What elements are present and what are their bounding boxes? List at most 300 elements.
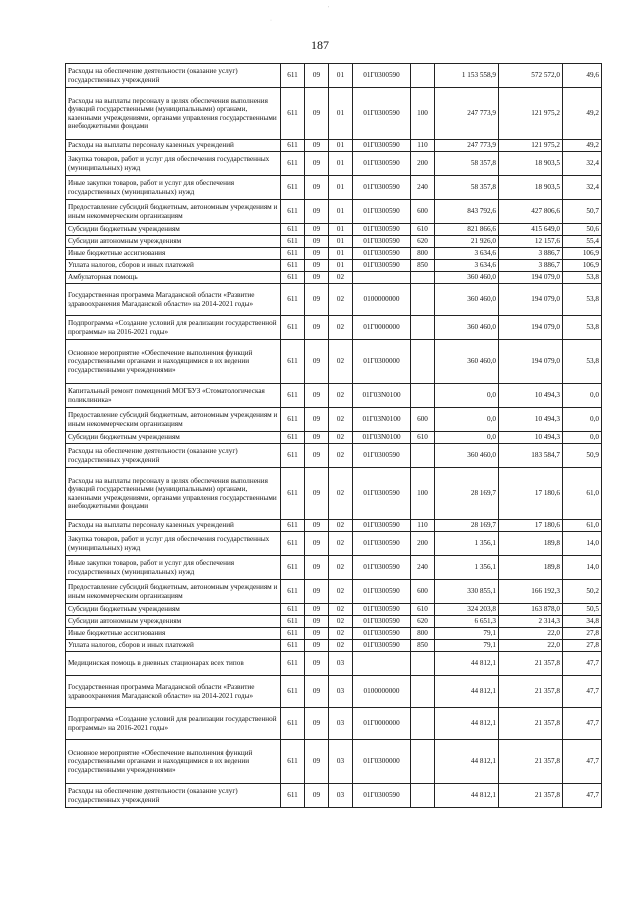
table-row: [66, 580, 602, 604]
row-percent: 47,7: [563, 740, 602, 784]
row-code: 611: [281, 708, 305, 740]
row-expense-type: [411, 284, 435, 316]
table-row: [66, 676, 602, 708]
row-actual-amount: 121 975,2: [499, 88, 563, 140]
row-subsection: 03: [329, 652, 353, 676]
row-actual-amount: 3 886,7: [499, 260, 563, 272]
row-name: Государственная программа Магаданской области «Развитие здравоохранения Магаданской области» на 2014-2021 годы»: [66, 284, 281, 316]
table-row: [66, 652, 602, 676]
row-planned-amount: 360 460,0: [435, 316, 499, 340]
row-actual-amount: 166 192,3: [499, 580, 563, 604]
row-article: 01Г0300590: [353, 580, 411, 604]
row-section: 09: [305, 616, 329, 628]
row-percent: 32,4: [563, 176, 602, 200]
row-name: Расходы на обеспечение деятельности (оказание услуг) государственных учреждений: [66, 784, 281, 808]
row-planned-amount: 1 153 558,9: [435, 64, 499, 88]
table-row: [66, 740, 602, 784]
row-actual-amount: 189,8: [499, 532, 563, 556]
row-section: 09: [305, 236, 329, 248]
row-article: 01Г0300590: [353, 532, 411, 556]
row-percent: 49,2: [563, 88, 602, 140]
row-actual-amount: 22,0: [499, 640, 563, 652]
row-name: Субсидии бюджетным учреждениям: [66, 432, 281, 444]
row-code: 611: [281, 468, 305, 520]
row-subsection: 02: [329, 444, 353, 468]
row-article: 01Г0300590: [353, 200, 411, 224]
row-name: Закупка товаров, работ и услуг для обеспечения государственных (муниципальных) нужд: [66, 152, 281, 176]
budget-table-body: [66, 64, 602, 808]
row-code: 611: [281, 284, 305, 316]
table-row: [66, 284, 602, 316]
row-actual-amount: 427 806,6: [499, 200, 563, 224]
table-row: [66, 88, 602, 140]
row-section: 09: [305, 224, 329, 236]
row-actual-amount: 194 079,0: [499, 316, 563, 340]
row-section: 09: [305, 628, 329, 640]
row-name: Основное мероприятие «Обеспечение выполнения функций государственными органами и находящимися в их ведении государственными учреждениями»: [66, 740, 281, 784]
row-code: 611: [281, 652, 305, 676]
row-expense-type: 850: [411, 260, 435, 272]
row-article: 01Г0300590: [353, 236, 411, 248]
row-planned-amount: 58 357,8: [435, 176, 499, 200]
row-planned-amount: 1 356,1: [435, 556, 499, 580]
row-subsection: 02: [329, 272, 353, 284]
row-code: 611: [281, 260, 305, 272]
row-percent: 47,7: [563, 676, 602, 708]
row-name: Уплата налогов, сборов и иных платежей: [66, 640, 281, 652]
row-expense-type: 600: [411, 408, 435, 432]
row-article: 01Г0300590: [353, 556, 411, 580]
row-planned-amount: 1 356,1: [435, 532, 499, 556]
row-percent: 53,8: [563, 316, 602, 340]
row-name: Расходы на выплаты персоналу казенных учреждений: [66, 140, 281, 152]
row-name: Закупка товаров, работ и услуг для обеспечения государственных (муниципальных) нужд: [66, 532, 281, 556]
row-name: Расходы на обеспечение деятельности (оказание услуг) государственных учреждений: [66, 444, 281, 468]
row-percent: 34,8: [563, 616, 602, 628]
row-code: 611: [281, 432, 305, 444]
row-code: 611: [281, 580, 305, 604]
row-name: Капитальный ремонт помещений МОГБУЗ «Стоматологическая поликлиника»: [66, 384, 281, 408]
row-article: [353, 272, 411, 284]
row-percent: 32,4: [563, 152, 602, 176]
row-name: Государственная программа Магаданской области «Развитие здравоохранения Магаданской области» на 2014-2021 годы»: [66, 676, 281, 708]
row-planned-amount: 0,0: [435, 408, 499, 432]
row-article: 01Г0300590: [353, 468, 411, 520]
row-section: 09: [305, 284, 329, 316]
row-actual-amount: 10 494,3: [499, 384, 563, 408]
row-planned-amount: 44 812,1: [435, 708, 499, 740]
row-planned-amount: 843 792,6: [435, 200, 499, 224]
row-article: 0100000000: [353, 676, 411, 708]
row-subsection: 02: [329, 604, 353, 616]
row-expense-type: [411, 784, 435, 808]
row-planned-amount: 360 460,0: [435, 272, 499, 284]
row-code: 611: [281, 616, 305, 628]
row-article: 01Г0300000: [353, 740, 411, 784]
table-row: [66, 64, 602, 88]
row-actual-amount: 121 975,2: [499, 140, 563, 152]
row-article: 01Г0300590: [353, 140, 411, 152]
row-name: Предоставление субсидий бюджетным, автономным учреждениям и иным некоммерческим организациям: [66, 200, 281, 224]
row-subsection: 02: [329, 616, 353, 628]
row-section: 09: [305, 200, 329, 224]
row-expense-type: 620: [411, 236, 435, 248]
row-name: Амбулаторная помощь: [66, 272, 281, 284]
row-expense-type: [411, 708, 435, 740]
row-name: Подпрограмма «Создание условий для реализации государственной программы» на 2016-2021 годы»: [66, 316, 281, 340]
row-expense-type: 800: [411, 628, 435, 640]
row-actual-amount: 21 357,8: [499, 708, 563, 740]
row-article: 01Г0300590: [353, 248, 411, 260]
row-percent: 47,7: [563, 652, 602, 676]
table-row: [66, 272, 602, 284]
row-code: 611: [281, 224, 305, 236]
row-article: 01Г0300590: [353, 64, 411, 88]
row-section: 09: [305, 532, 329, 556]
row-subsection: 02: [329, 340, 353, 384]
row-article: [353, 652, 411, 676]
row-code: 611: [281, 532, 305, 556]
table-row: [66, 224, 602, 236]
row-subsection: 01: [329, 236, 353, 248]
row-name: Субсидии автономным учреждениям: [66, 616, 281, 628]
row-planned-amount: 58 357,8: [435, 152, 499, 176]
row-percent: 106,9: [563, 248, 602, 260]
row-percent: 14,0: [563, 556, 602, 580]
row-percent: 106,9: [563, 260, 602, 272]
row-subsection: 03: [329, 740, 353, 784]
row-section: 09: [305, 580, 329, 604]
row-planned-amount: 44 812,1: [435, 676, 499, 708]
row-article: 01Г0300000: [353, 340, 411, 384]
table-row: [66, 432, 602, 444]
row-name: Расходы на обеспечение деятельности (оказание услуг) государственных учреждений: [66, 64, 281, 88]
row-expense-type: [411, 676, 435, 708]
row-name: Иные бюджетные ассигнования: [66, 628, 281, 640]
scan-speck: ·: [270, 18, 272, 24]
row-actual-amount: 183 584,7: [499, 444, 563, 468]
row-percent: 0,0: [563, 384, 602, 408]
row-name: Иные закупки товаров, работ и услуг для обеспечения государственных (муниципальных) нужд: [66, 556, 281, 580]
row-section: 09: [305, 640, 329, 652]
table-row: [66, 316, 602, 340]
row-name: Иные бюджетные ассигнования: [66, 248, 281, 260]
row-subsection: 01: [329, 152, 353, 176]
row-section: 09: [305, 248, 329, 260]
row-section: 09: [305, 556, 329, 580]
row-actual-amount: 2 314,3: [499, 616, 563, 628]
row-expense-type: [411, 316, 435, 340]
row-planned-amount: 28 169,7: [435, 520, 499, 532]
row-planned-amount: 247 773,9: [435, 88, 499, 140]
table-row: [66, 140, 602, 152]
row-section: 09: [305, 316, 329, 340]
row-name: Субсидии автономным учреждениям: [66, 236, 281, 248]
row-code: 611: [281, 152, 305, 176]
row-percent: 61,0: [563, 520, 602, 532]
row-code: 611: [281, 556, 305, 580]
row-planned-amount: 360 460,0: [435, 340, 499, 384]
row-code: 611: [281, 384, 305, 408]
row-subsection: 01: [329, 224, 353, 236]
table-row: [66, 708, 602, 740]
row-percent: 50,9: [563, 444, 602, 468]
row-planned-amount: 0,0: [435, 384, 499, 408]
row-article: 01Г0300590: [353, 604, 411, 616]
row-actual-amount: 10 494,3: [499, 408, 563, 432]
row-subsection: 03: [329, 784, 353, 808]
row-expense-type: 610: [411, 432, 435, 444]
row-name: Расходы на выплаты персоналу в целях обеспечения выполнения функций государственными (муниципальными) органами, казенными учреждениями, органами управления государственными внебюджетными фондами: [66, 88, 281, 140]
row-planned-amount: 28 169,7: [435, 468, 499, 520]
table-row: [66, 532, 602, 556]
row-subsection: 03: [329, 676, 353, 708]
row-section: 09: [305, 784, 329, 808]
row-expense-type: 600: [411, 580, 435, 604]
row-planned-amount: 44 812,1: [435, 784, 499, 808]
row-actual-amount: 163 878,0: [499, 604, 563, 616]
row-expense-type: 110: [411, 140, 435, 152]
row-expense-type: 800: [411, 248, 435, 260]
row-article: 01Г0300590: [353, 224, 411, 236]
row-actual-amount: 21 357,8: [499, 740, 563, 784]
row-actual-amount: 194 079,0: [499, 272, 563, 284]
row-name: Расходы на выплаты персоналу в целях обеспечения выполнения функций государственными (муниципальными) органами, казенными учреждениями, органами управления государственными внебюджетными фондами: [66, 468, 281, 520]
row-article: 01Г0000000: [353, 708, 411, 740]
row-actual-amount: 572 572,0: [499, 64, 563, 88]
row-percent: 55,4: [563, 236, 602, 248]
row-actual-amount: 12 157,6: [499, 236, 563, 248]
row-subsection: 01: [329, 248, 353, 260]
row-section: 09: [305, 468, 329, 520]
row-percent: 0,0: [563, 408, 602, 432]
row-expense-type: 610: [411, 224, 435, 236]
row-expense-type: 240: [411, 556, 435, 580]
row-actual-amount: 21 357,8: [499, 676, 563, 708]
row-planned-amount: 821 866,6: [435, 224, 499, 236]
row-actual-amount: 189,8: [499, 556, 563, 580]
row-section: 09: [305, 88, 329, 140]
row-planned-amount: 21 926,0: [435, 236, 499, 248]
row-code: 611: [281, 200, 305, 224]
row-article: 01Г0300590: [353, 616, 411, 628]
row-name: Предоставление субсидий бюджетным, автономным учреждениям и иным некоммерческим организациям: [66, 580, 281, 604]
row-code: 611: [281, 176, 305, 200]
table-row: [66, 408, 602, 432]
row-percent: 53,8: [563, 340, 602, 384]
row-subsection: 02: [329, 580, 353, 604]
row-actual-amount: 194 079,0: [499, 340, 563, 384]
table-row: [66, 260, 602, 272]
row-subsection: 01: [329, 260, 353, 272]
row-article: 01Г0300590: [353, 520, 411, 532]
table-row: [66, 468, 602, 520]
row-expense-type: [411, 384, 435, 408]
row-article: 01Г03N0100: [353, 408, 411, 432]
row-actual-amount: 21 357,8: [499, 784, 563, 808]
row-planned-amount: 79,1: [435, 628, 499, 640]
row-section: 09: [305, 604, 329, 616]
row-planned-amount: 330 855,1: [435, 580, 499, 604]
row-code: 611: [281, 64, 305, 88]
row-actual-amount: 3 886,7: [499, 248, 563, 260]
row-section: 09: [305, 740, 329, 784]
row-percent: 27,8: [563, 640, 602, 652]
row-subsection: 02: [329, 640, 353, 652]
row-code: 611: [281, 640, 305, 652]
row-code: 611: [281, 520, 305, 532]
table-row: [66, 340, 602, 384]
row-code: 611: [281, 628, 305, 640]
row-subsection: 01: [329, 176, 353, 200]
row-section: 09: [305, 408, 329, 432]
row-section: 09: [305, 384, 329, 408]
row-actual-amount: 194 079,0: [499, 284, 563, 316]
row-expense-type: 100: [411, 468, 435, 520]
row-article: 01Г0300590: [353, 640, 411, 652]
row-percent: 14,0: [563, 532, 602, 556]
row-article: 01Г0000000: [353, 316, 411, 340]
row-section: 09: [305, 432, 329, 444]
row-subsection: 02: [329, 316, 353, 340]
row-percent: 61,0: [563, 468, 602, 520]
row-code: 611: [281, 272, 305, 284]
row-section: 09: [305, 520, 329, 532]
row-name: Расходы на выплаты персоналу казенных учреждений: [66, 520, 281, 532]
row-name: Иные закупки товаров, работ и услуг для обеспечения государственных (муниципальных) нужд: [66, 176, 281, 200]
table-row: [66, 604, 602, 616]
row-actual-amount: 17 180,6: [499, 468, 563, 520]
row-name: Медицинская помощь в дневных стационарах всех типов: [66, 652, 281, 676]
row-name: Субсидии бюджетным учреждениям: [66, 224, 281, 236]
table-row: [66, 384, 602, 408]
row-article: 01Г0300590: [353, 784, 411, 808]
row-actual-amount: 22,0: [499, 628, 563, 640]
row-code: 611: [281, 676, 305, 708]
row-section: 09: [305, 444, 329, 468]
row-article: 01Г03N0100: [353, 384, 411, 408]
table-row: [66, 628, 602, 640]
row-subsection: 02: [329, 284, 353, 316]
row-percent: 49,6: [563, 64, 602, 88]
row-planned-amount: 79,1: [435, 640, 499, 652]
row-planned-amount: 3 634,6: [435, 260, 499, 272]
row-article: 01Г0300590: [353, 88, 411, 140]
table-row: [66, 616, 602, 628]
row-actual-amount: 18 903,5: [499, 152, 563, 176]
row-section: 09: [305, 652, 329, 676]
row-expense-type: 610: [411, 604, 435, 616]
row-planned-amount: 324 203,8: [435, 604, 499, 616]
row-planned-amount: 0,0: [435, 432, 499, 444]
row-planned-amount: 44 812,1: [435, 652, 499, 676]
row-percent: 50,7: [563, 200, 602, 224]
table-row: [66, 248, 602, 260]
row-actual-amount: 415 649,0: [499, 224, 563, 236]
row-code: 611: [281, 408, 305, 432]
row-expense-type: 240: [411, 176, 435, 200]
row-subsection: 01: [329, 88, 353, 140]
row-percent: 0,0: [563, 432, 602, 444]
row-actual-amount: 18 903,5: [499, 176, 563, 200]
row-subsection: 03: [329, 708, 353, 740]
row-subsection: 02: [329, 520, 353, 532]
row-section: 09: [305, 176, 329, 200]
row-subsection: 02: [329, 556, 353, 580]
row-percent: 50,2: [563, 580, 602, 604]
row-code: 611: [281, 444, 305, 468]
row-actual-amount: 17 180,6: [499, 520, 563, 532]
row-percent: 47,7: [563, 784, 602, 808]
row-expense-type: [411, 444, 435, 468]
row-expense-type: 200: [411, 532, 435, 556]
row-subsection: 01: [329, 64, 353, 88]
row-section: 09: [305, 140, 329, 152]
page-number: 187: [311, 38, 329, 52]
row-subsection: 02: [329, 408, 353, 432]
row-section: 09: [305, 152, 329, 176]
row-section: 09: [305, 272, 329, 284]
row-code: 611: [281, 604, 305, 616]
table-row: [66, 200, 602, 224]
row-percent: 53,8: [563, 272, 602, 284]
row-article: 01Г0300590: [353, 176, 411, 200]
row-expense-type: 200: [411, 152, 435, 176]
row-section: 09: [305, 64, 329, 88]
table-row: [66, 784, 602, 808]
row-name: Основное мероприятие «Обеспечение выполнения функций государственными органами и находящимися в их ведении государственными учреждениями»: [66, 340, 281, 384]
row-subsection: 02: [329, 628, 353, 640]
row-planned-amount: 360 460,0: [435, 284, 499, 316]
row-article: 01Г0300590: [353, 444, 411, 468]
row-article: 01Г0300590: [353, 260, 411, 272]
row-actual-amount: 21 357,8: [499, 652, 563, 676]
row-name: Предоставление субсидий бюджетным, автономным учреждениям и иным некоммерческим организациям: [66, 408, 281, 432]
row-subsection: 02: [329, 468, 353, 520]
row-name: Субсидии бюджетным учреждениям: [66, 604, 281, 616]
row-planned-amount: 247 773,9: [435, 140, 499, 152]
budget-table: [65, 63, 602, 808]
row-section: 09: [305, 340, 329, 384]
row-expense-type: [411, 652, 435, 676]
row-section: 09: [305, 260, 329, 272]
table-row: [66, 176, 602, 200]
row-expense-type: 620: [411, 616, 435, 628]
row-article: 01Г0300590: [353, 628, 411, 640]
row-subsection: 02: [329, 532, 353, 556]
row-subsection: 01: [329, 140, 353, 152]
row-planned-amount: 360 460,0: [435, 444, 499, 468]
table-row: [66, 236, 602, 248]
row-name: Подпрограмма «Создание условий для реализации государственной программы» на 2016-2021 годы»: [66, 708, 281, 740]
row-article: 01Г03N0100: [353, 432, 411, 444]
row-expense-type: 850: [411, 640, 435, 652]
row-code: 611: [281, 236, 305, 248]
row-code: 611: [281, 740, 305, 784]
row-expense-type: [411, 272, 435, 284]
row-planned-amount: 44 812,1: [435, 740, 499, 784]
row-code: 611: [281, 784, 305, 808]
row-expense-type: 100: [411, 88, 435, 140]
row-actual-amount: 10 494,3: [499, 432, 563, 444]
row-percent: 27,8: [563, 628, 602, 640]
table-row: [66, 520, 602, 532]
table-row: [66, 556, 602, 580]
row-expense-type: [411, 740, 435, 784]
row-expense-type: 600: [411, 200, 435, 224]
row-expense-type: [411, 64, 435, 88]
row-code: 611: [281, 340, 305, 384]
